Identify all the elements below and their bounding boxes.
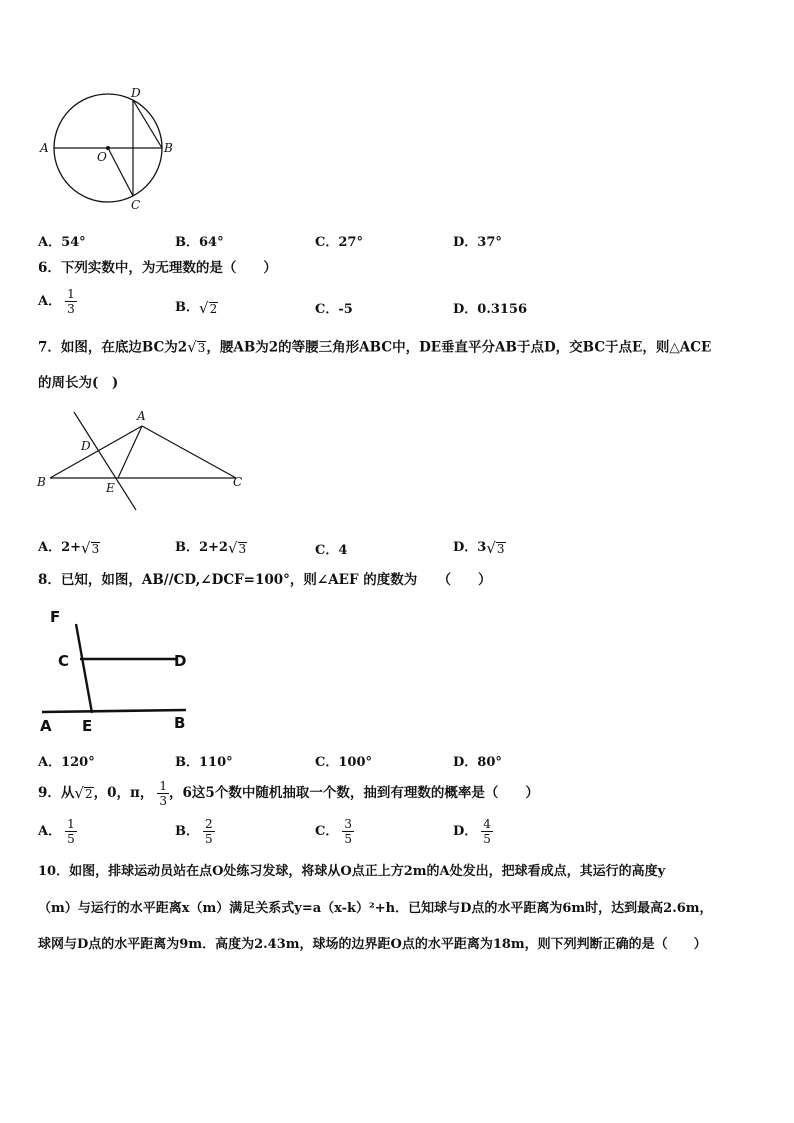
q6-option-a-prefix: A． <box>38 294 62 309</box>
sqrt-symbol: √3 <box>227 538 247 557</box>
radius-oc <box>108 148 133 196</box>
label-c: C <box>58 652 70 670</box>
label-d: D <box>174 652 187 670</box>
q6-stem: 6．下列实数中，为无理数的是（ ） <box>38 260 277 276</box>
q7-stem-part1: 7．如图，在底边BC为2 <box>38 339 188 356</box>
q9-option-a[interactable] <box>38 817 77 846</box>
sqrt-symbol: √3 <box>81 538 100 557</box>
radicand: 3 <box>91 541 100 556</box>
q9-option-c-fraction <box>342 817 354 846</box>
q10-stem-line1: 10．如图，排球运动员站在点O处练习发球，将球从O点正上方2m的A处发出，把球看成点，其运行的高度y <box>38 864 666 879</box>
q5-circle-figure <box>36 84 186 214</box>
fraction-denominator: 5 <box>483 832 491 846</box>
q8-option-d[interactable]: D．80° <box>453 755 502 770</box>
q6-option-a-fraction <box>65 287 77 316</box>
q7-option-b-prefix: B．2+2 <box>175 540 228 555</box>
q7-stem-line2: 的周长为( ) <box>38 375 119 391</box>
q5-option-b[interactable]: B．64° <box>175 235 224 250</box>
segment-ae <box>118 426 142 478</box>
q9-option-d-prefix: D． <box>453 824 478 839</box>
q9-option-c[interactable] <box>315 817 354 846</box>
label-c: C <box>131 198 141 212</box>
q8-option-c[interactable]: C．100° <box>315 755 372 770</box>
q9-option-c-prefix: C． <box>315 824 339 839</box>
radicand: 3 <box>496 541 505 556</box>
line-fe <box>76 624 92 713</box>
q9-stem-fraction <box>157 779 169 808</box>
q7-option-b[interactable] <box>175 536 247 557</box>
q6-option-a[interactable] <box>38 287 77 316</box>
sqrt-symbol: √2 <box>74 783 93 802</box>
radicand: 2 <box>84 786 93 801</box>
fraction-numerator: 1 <box>67 287 75 301</box>
q8-option-b[interactable]: B．110° <box>175 755 233 770</box>
q9-stem <box>38 779 539 808</box>
q9-option-b-prefix: B． <box>175 824 199 839</box>
fraction-denominator: 3 <box>67 302 75 316</box>
q5-option-a[interactable]: A．54° <box>38 235 86 250</box>
q6-option-b-prefix: B． <box>175 300 199 315</box>
q9-option-b-fraction <box>203 817 215 846</box>
sqrt-symbol: √3 <box>187 338 206 356</box>
q6-option-b[interactable] <box>175 296 218 317</box>
fraction-numerator: 3 <box>344 817 352 831</box>
q7-option-a[interactable] <box>38 536 100 557</box>
perpendicular-bisector <box>74 412 136 510</box>
chord-db <box>133 100 162 148</box>
label-f: F <box>50 608 61 626</box>
fraction-numerator: 4 <box>483 817 491 831</box>
sqrt-symbol: √2 <box>199 298 218 317</box>
label-c: C <box>233 475 243 489</box>
q7-stem-line1 <box>38 340 711 356</box>
q5-option-c[interactable]: C．27° <box>315 235 363 250</box>
q8-parallel-lines-figure <box>36 596 196 738</box>
q7-stem-part2: ，腰AB为2的等腰三角形ABC中，DE垂直平分AB于点D，交BC于点E，则△ACE <box>206 339 712 356</box>
q6-option-c[interactable]: C．-5 <box>315 302 353 317</box>
q7-option-d[interactable] <box>453 536 506 557</box>
fraction-denominator: 3 <box>159 794 168 808</box>
q9-stem-part3: ，6这5个数中随机抽取一个数，抽到有理数的概率是（ ） <box>169 785 539 801</box>
label-e: E <box>106 481 115 495</box>
line-ab <box>42 710 186 712</box>
q7-option-c[interactable]: C．4 <box>315 543 348 558</box>
side-ac <box>142 426 236 478</box>
q9-stem-part2: ，0，π， <box>93 785 154 801</box>
q9-option-a-fraction <box>65 817 77 846</box>
q9-stem-part1: 9．从 <box>38 785 75 801</box>
label-a: A <box>40 717 52 735</box>
label-a: A <box>137 409 146 423</box>
label-d: D <box>131 86 141 100</box>
fraction-numerator: 1 <box>67 817 75 831</box>
fraction-denominator: 5 <box>344 832 352 846</box>
q8-option-a[interactable]: A．120° <box>38 755 95 770</box>
q9-option-a-prefix: A． <box>38 824 62 839</box>
fraction-denominator: 5 <box>205 832 213 846</box>
q8-stem: 8．已知，如图，AB//CD,∠DCF=100°，则∠AEF 的度数为 （ ） <box>38 572 492 588</box>
q9-option-d[interactable] <box>453 817 493 846</box>
label-o: O <box>97 150 107 164</box>
radicand: 3 <box>238 541 247 556</box>
label-a: A <box>40 141 49 155</box>
q5-option-d[interactable]: D．37° <box>453 235 502 250</box>
fraction-numerator: 2 <box>205 817 213 831</box>
fraction-denominator: 5 <box>67 832 75 846</box>
sqrt-symbol: √3 <box>486 538 505 557</box>
q10-stem-line3: 球网与D点的水平距离为9m．高度为2.43m，球场的边界距O点的水平距离为18m，则下列判断正确的是（ ） <box>38 937 707 952</box>
label-e: E <box>82 717 93 735</box>
label-b: B <box>174 714 186 732</box>
q9-option-d-fraction <box>481 817 493 846</box>
q7-option-a-prefix: A．2+ <box>38 540 82 555</box>
q6-option-d[interactable]: D．0.3156 <box>453 302 528 317</box>
q7-option-d-prefix: D．3 <box>453 540 487 555</box>
fraction-numerator: 1 <box>159 779 168 793</box>
radicand: 3 <box>197 341 206 355</box>
label-b: B <box>37 475 46 489</box>
q10-stem-line2: （m）与运行的水平距离x（m）满足关系式y=a（x-k）²+h．已知球与D点的水平距离为6m时，达到最高2.6m， <box>38 901 713 916</box>
label-d: D <box>81 439 91 453</box>
q9-option-b[interactable] <box>175 817 215 846</box>
q7-triangle-figure <box>36 406 246 514</box>
side-ab <box>50 426 142 478</box>
label-b: B <box>164 141 173 155</box>
radicand: 2 <box>209 301 218 316</box>
